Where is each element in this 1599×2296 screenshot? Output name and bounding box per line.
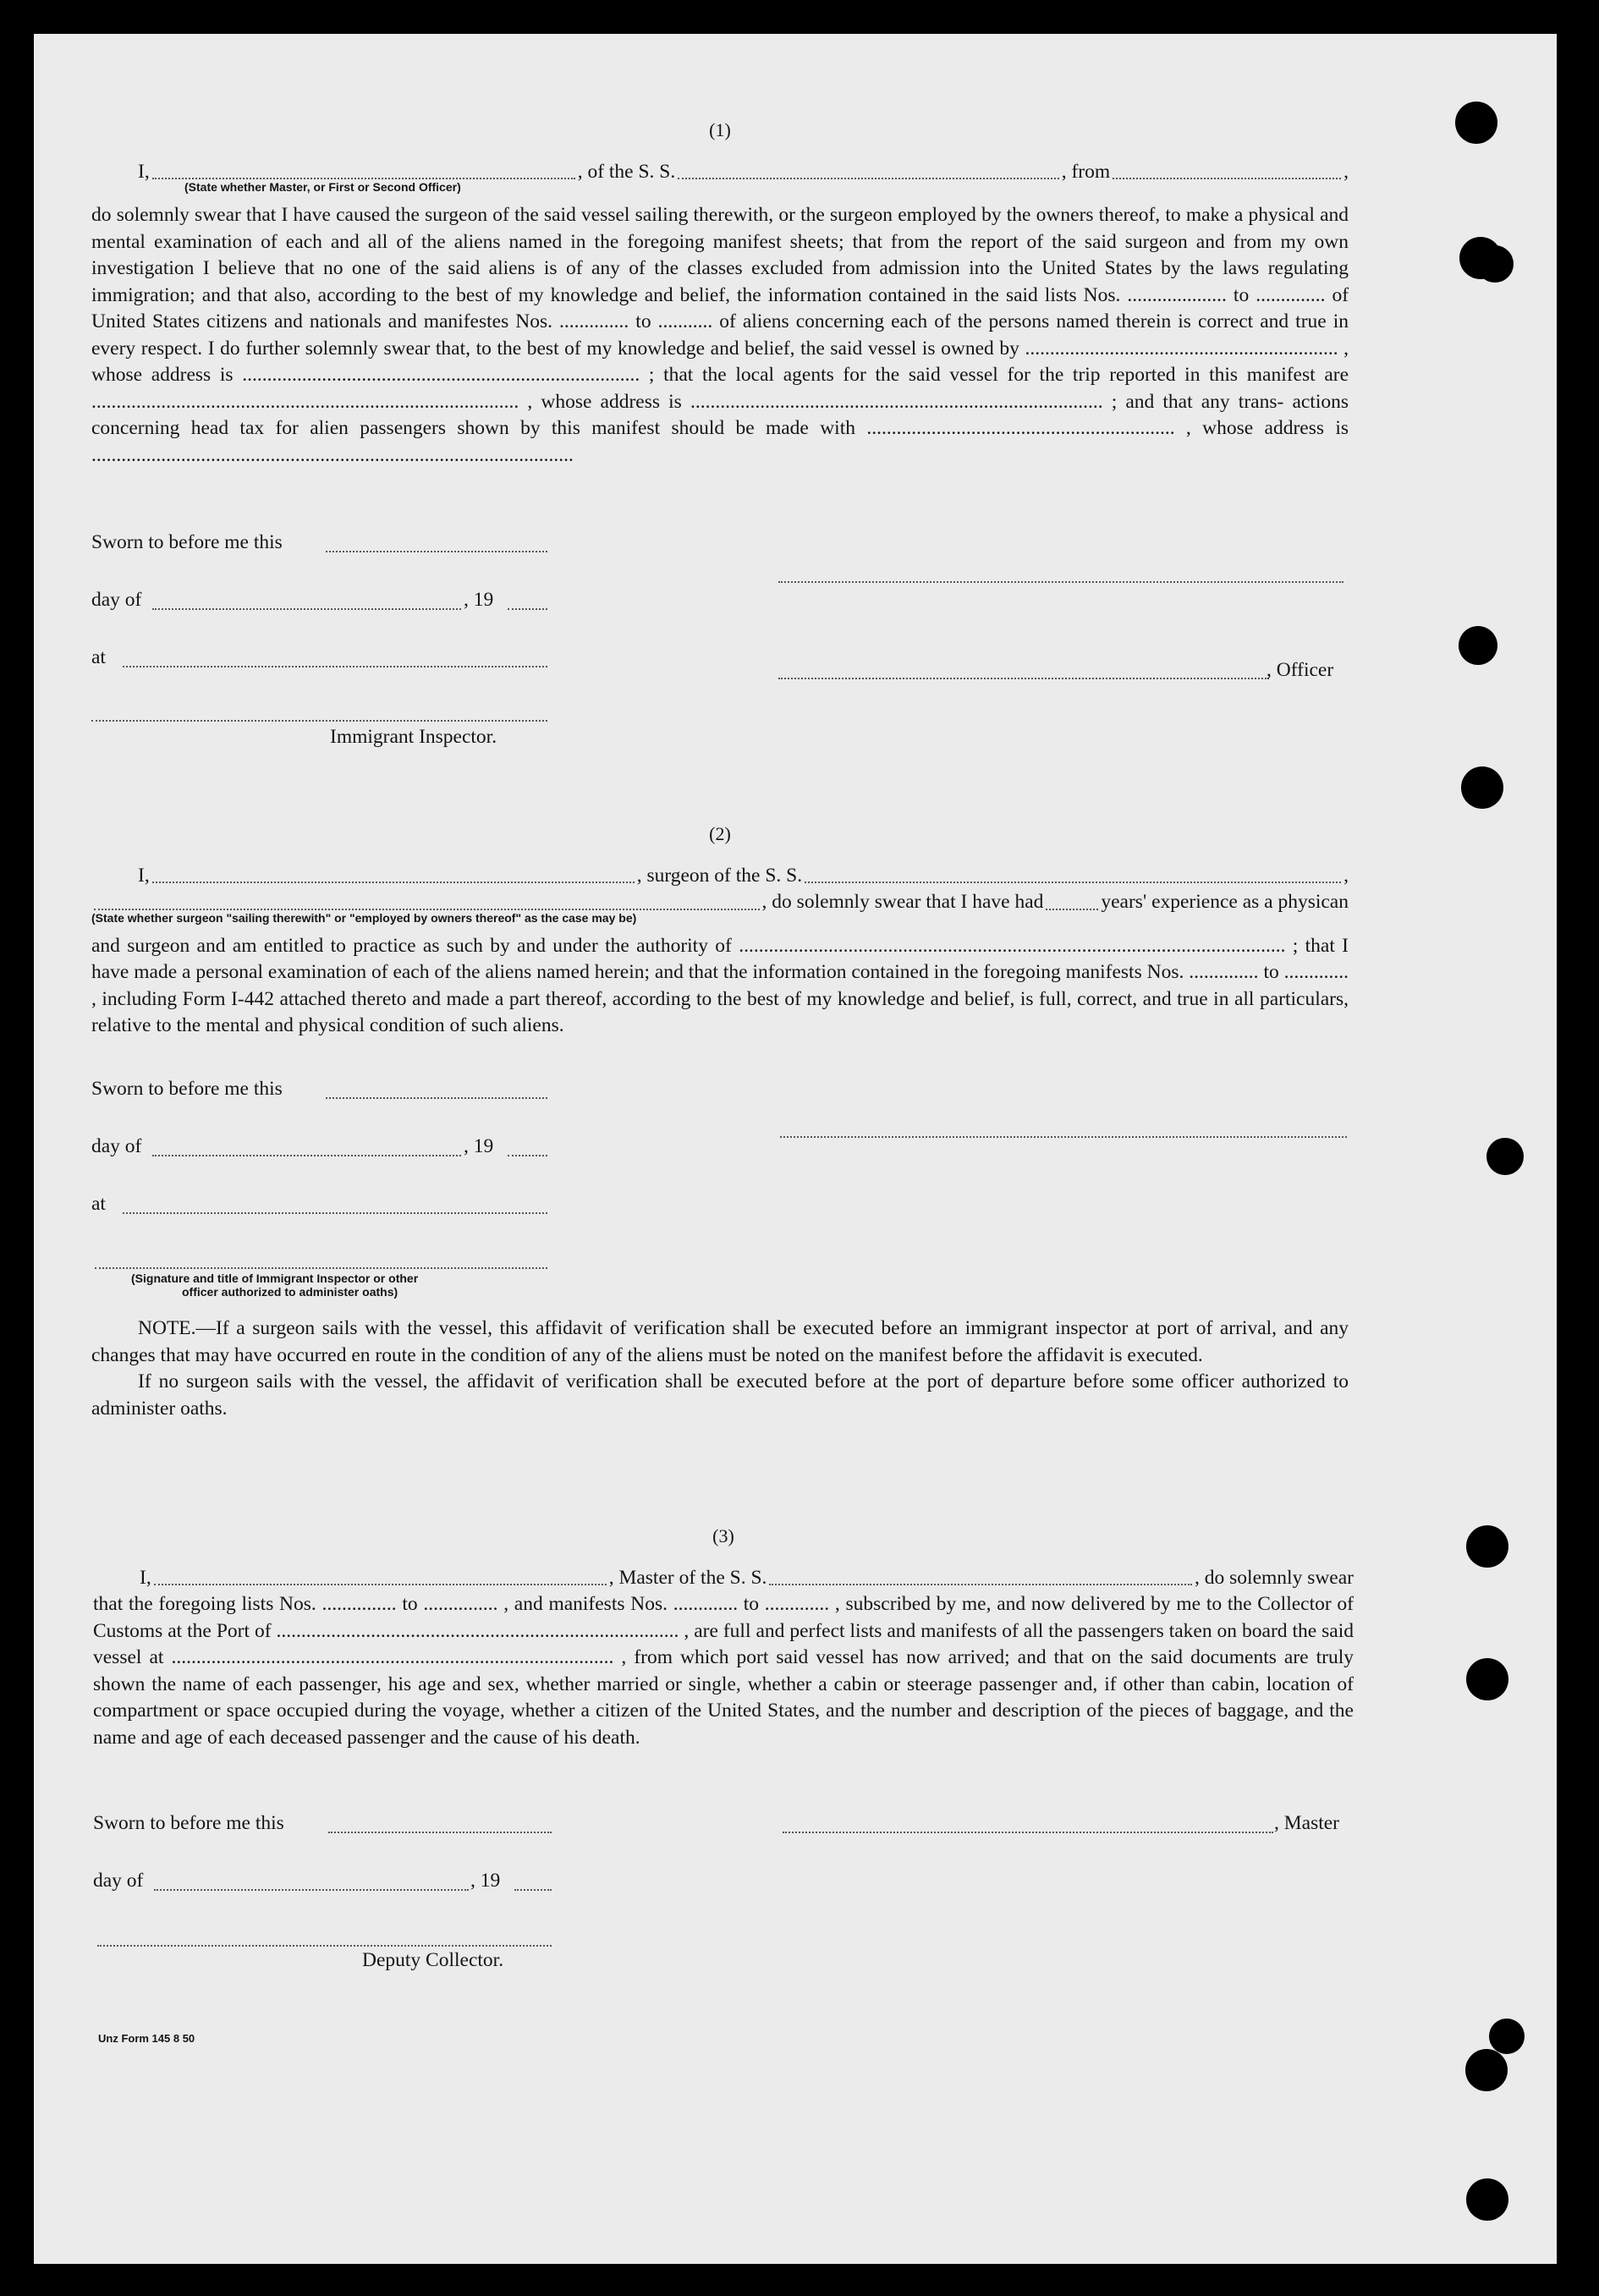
day-of-field-1[interactable]	[152, 607, 461, 610]
signature-note-line-1: (Signature and title of Immigrant Inspector or other	[131, 1272, 419, 1285]
note-paragraph-1: NOTE.—If a surgeon sails with the vessel, this affidavit of verification shall be executed before an immigrant inspector at port of arrival, and any changes that may have occurred en route in the condition of any of the aliens must be noted on the manifest before the affidavit is executed.	[91, 1317, 1349, 1366]
sworn-date-field-3[interactable]	[328, 1831, 552, 1833]
section-1	[91, 117, 1349, 469]
punch-hole	[1466, 1525, 1508, 1568]
experience-line: , do solemnly swear that I have had years' experience as a physican	[91, 889, 1349, 916]
master-line: I, , Master of the S. S. , do solemnly swear	[140, 1566, 1354, 1589]
vessel-name-field[interactable]	[678, 177, 1058, 179]
year-label-1: , 19	[464, 589, 494, 611]
punch-hole	[1465, 2049, 1508, 2091]
officer-name-field[interactable]	[152, 177, 575, 179]
form-number: Unz Form 145 8 50	[98, 2032, 195, 2045]
officer-line: I, , of the S. S. , from ,	[138, 160, 1349, 183]
deputy-signature-field[interactable]	[97, 1944, 552, 1947]
year-label-2: , 19	[464, 1135, 494, 1157]
punch-hole	[1461, 766, 1503, 809]
day-of-field-3[interactable]	[154, 1888, 469, 1891]
day-of-label-3: day of	[93, 1870, 144, 1892]
surgeon-status-field[interactable]	[94, 908, 760, 910]
day-of-field-2[interactable]	[152, 1154, 461, 1156]
oath-paragraph: do solemnly swear that I have caused the surgeon of the said vessel sailing therewith, or the surgeon employed by the owners thereof, to make a physical and mental examination of each and all of the aliens named in the foregoing manifest sheets; that from the report of the said surgeon and from my own investigation I believe that no one of the said aliens is of any of the classes excluded from admission into the United States by the laws regulating immigration; and that also, according to the best of my knowledge and belief, the information contained in the said lists Nos. .................... to .............. of United States citizens and nationals and manifestes Nos. .............. to ........... of aliens concerning each of the persons named therein is correct and true in every respect. I do further solemnly swear that, to the best of my knowledge and belief, the said vessel is owned by ............................................................... , whose address is ................................................................................ ; that the local agents for the said vessel for the trip reported in this manifest are ...................................................................................... , whose address is ................................................................................... ; and that any trans- actions concerning head tax for alien passengers shown by this manifest should be made with .............................................................. , whose address is .................................................................................................	[91, 204, 1349, 466]
note-paragraph-2: If no surgeon sails with the vessel, the affidavit of verification shall be executed before at the port of departure before some officer authorized to administer oaths.	[91, 1370, 1349, 1420]
section-number: (3)	[712, 1525, 734, 1546]
year-label-3: , 19	[470, 1870, 501, 1892]
surgeon-paragraph: and surgeon and am entitled to practice as such by and under the authority of .............................................................................................................. ; that I have made a personal examination of each of the aliens named herein; and that the information contained in the foregoing manifests Nos. .............. to ............. , including Form I-442 attached thereto and made a part thereof, according to the best of my knowledge and belief, is full, correct, and true in all particulars, relative to the mental and physical condition of such aliens.	[91, 934, 1349, 1036]
from-port-field[interactable]	[1113, 177, 1341, 179]
surgeon-name-field[interactable]	[152, 881, 635, 883]
punch-hole	[1489, 2019, 1525, 2054]
at-field-1[interactable]	[123, 665, 547, 667]
at-field-2[interactable]	[123, 1211, 547, 1214]
master-label: , Master	[1274, 1812, 1340, 1834]
years-field[interactable]	[1046, 908, 1098, 910]
sworn-date-field-1[interactable]	[326, 550, 547, 552]
sworn-label-3: Sworn to before me this	[93, 1812, 284, 1834]
sworn-date-field-2[interactable]	[326, 1096, 547, 1099]
section-number: (2)	[709, 823, 731, 844]
day-of-label-2: day of	[91, 1135, 142, 1157]
officer-label: , Officer	[1267, 659, 1334, 681]
sworn-label-2: Sworn to before me this	[91, 1078, 283, 1100]
note-block	[91, 1316, 1349, 1422]
inspector-label-1: Immigrant Inspector.	[330, 726, 497, 748]
year-field-1[interactable]	[508, 607, 547, 610]
inspector-signature-field-2[interactable]	[95, 1266, 547, 1269]
punch-hole	[1466, 1658, 1508, 1700]
signature-note-line-2: officer authorized to administer oaths)	[182, 1285, 398, 1299]
punch-hole	[1476, 245, 1514, 283]
surgeon-vessel-field[interactable]	[805, 881, 1341, 883]
sworn-label-1: Sworn to before me this	[91, 531, 283, 553]
year-field-3[interactable]	[514, 1888, 552, 1891]
master-vessel-field[interactable]	[769, 1583, 1192, 1585]
section-number: (1)	[709, 119, 731, 140]
punch-hole	[1466, 2178, 1508, 2221]
year-field-2[interactable]	[508, 1154, 547, 1156]
at-label-1: at	[91, 646, 106, 668]
deputy-collector-label: Deputy Collector.	[362, 1949, 504, 1971]
day-of-label-1: day of	[91, 589, 142, 611]
punch-hole	[1455, 102, 1497, 144]
punch-hole	[1459, 626, 1497, 665]
section-2	[91, 821, 1349, 1040]
officer-signature-field[interactable]	[778, 580, 1343, 583]
officer-note: (State whether Master, or First or Second Officer)	[184, 180, 461, 194]
section-3	[93, 1523, 1354, 1751]
at-label-2: at	[91, 1193, 106, 1215]
officer-title-field[interactable]	[778, 677, 1269, 679]
punch-hole	[1486, 1138, 1524, 1175]
surgeon-signature-field[interactable]	[780, 1135, 1347, 1138]
master-name-field[interactable]	[154, 1583, 607, 1585]
master-paragraph: that the foregoing lists Nos. ............... to ............... , and manifests Nos. ............. to ............. , subscribed by me, and now delivered by me to the Collector of Customs at the Port of ................................................................................. , are full and perfect lists and manifests of all the passengers taken on board the said vessel at ......................................................................................... , from which port said vessel has now arrived; and that on the said documents are truly shown the name of each passenger, his age and sex, whether married or single, whether a cabin or steerage passenger and, if other than cabin, location of compartment or space occupied during the voyage, whether a citizen of the United States, and the number and description of the pieces of baggage, and the name and age of each deceased passenger and the cause of his death.	[93, 1593, 1354, 1749]
inspector-signature-field-1[interactable]	[91, 719, 547, 722]
surgeon-line: I, , surgeon of the S. S. ,	[138, 864, 1349, 887]
master-signature-field[interactable]	[783, 1831, 1273, 1833]
surgeon-note: (State whether surgeon "sailing therewith" or "employed by owners thereof" as the case may be)	[91, 910, 637, 925]
